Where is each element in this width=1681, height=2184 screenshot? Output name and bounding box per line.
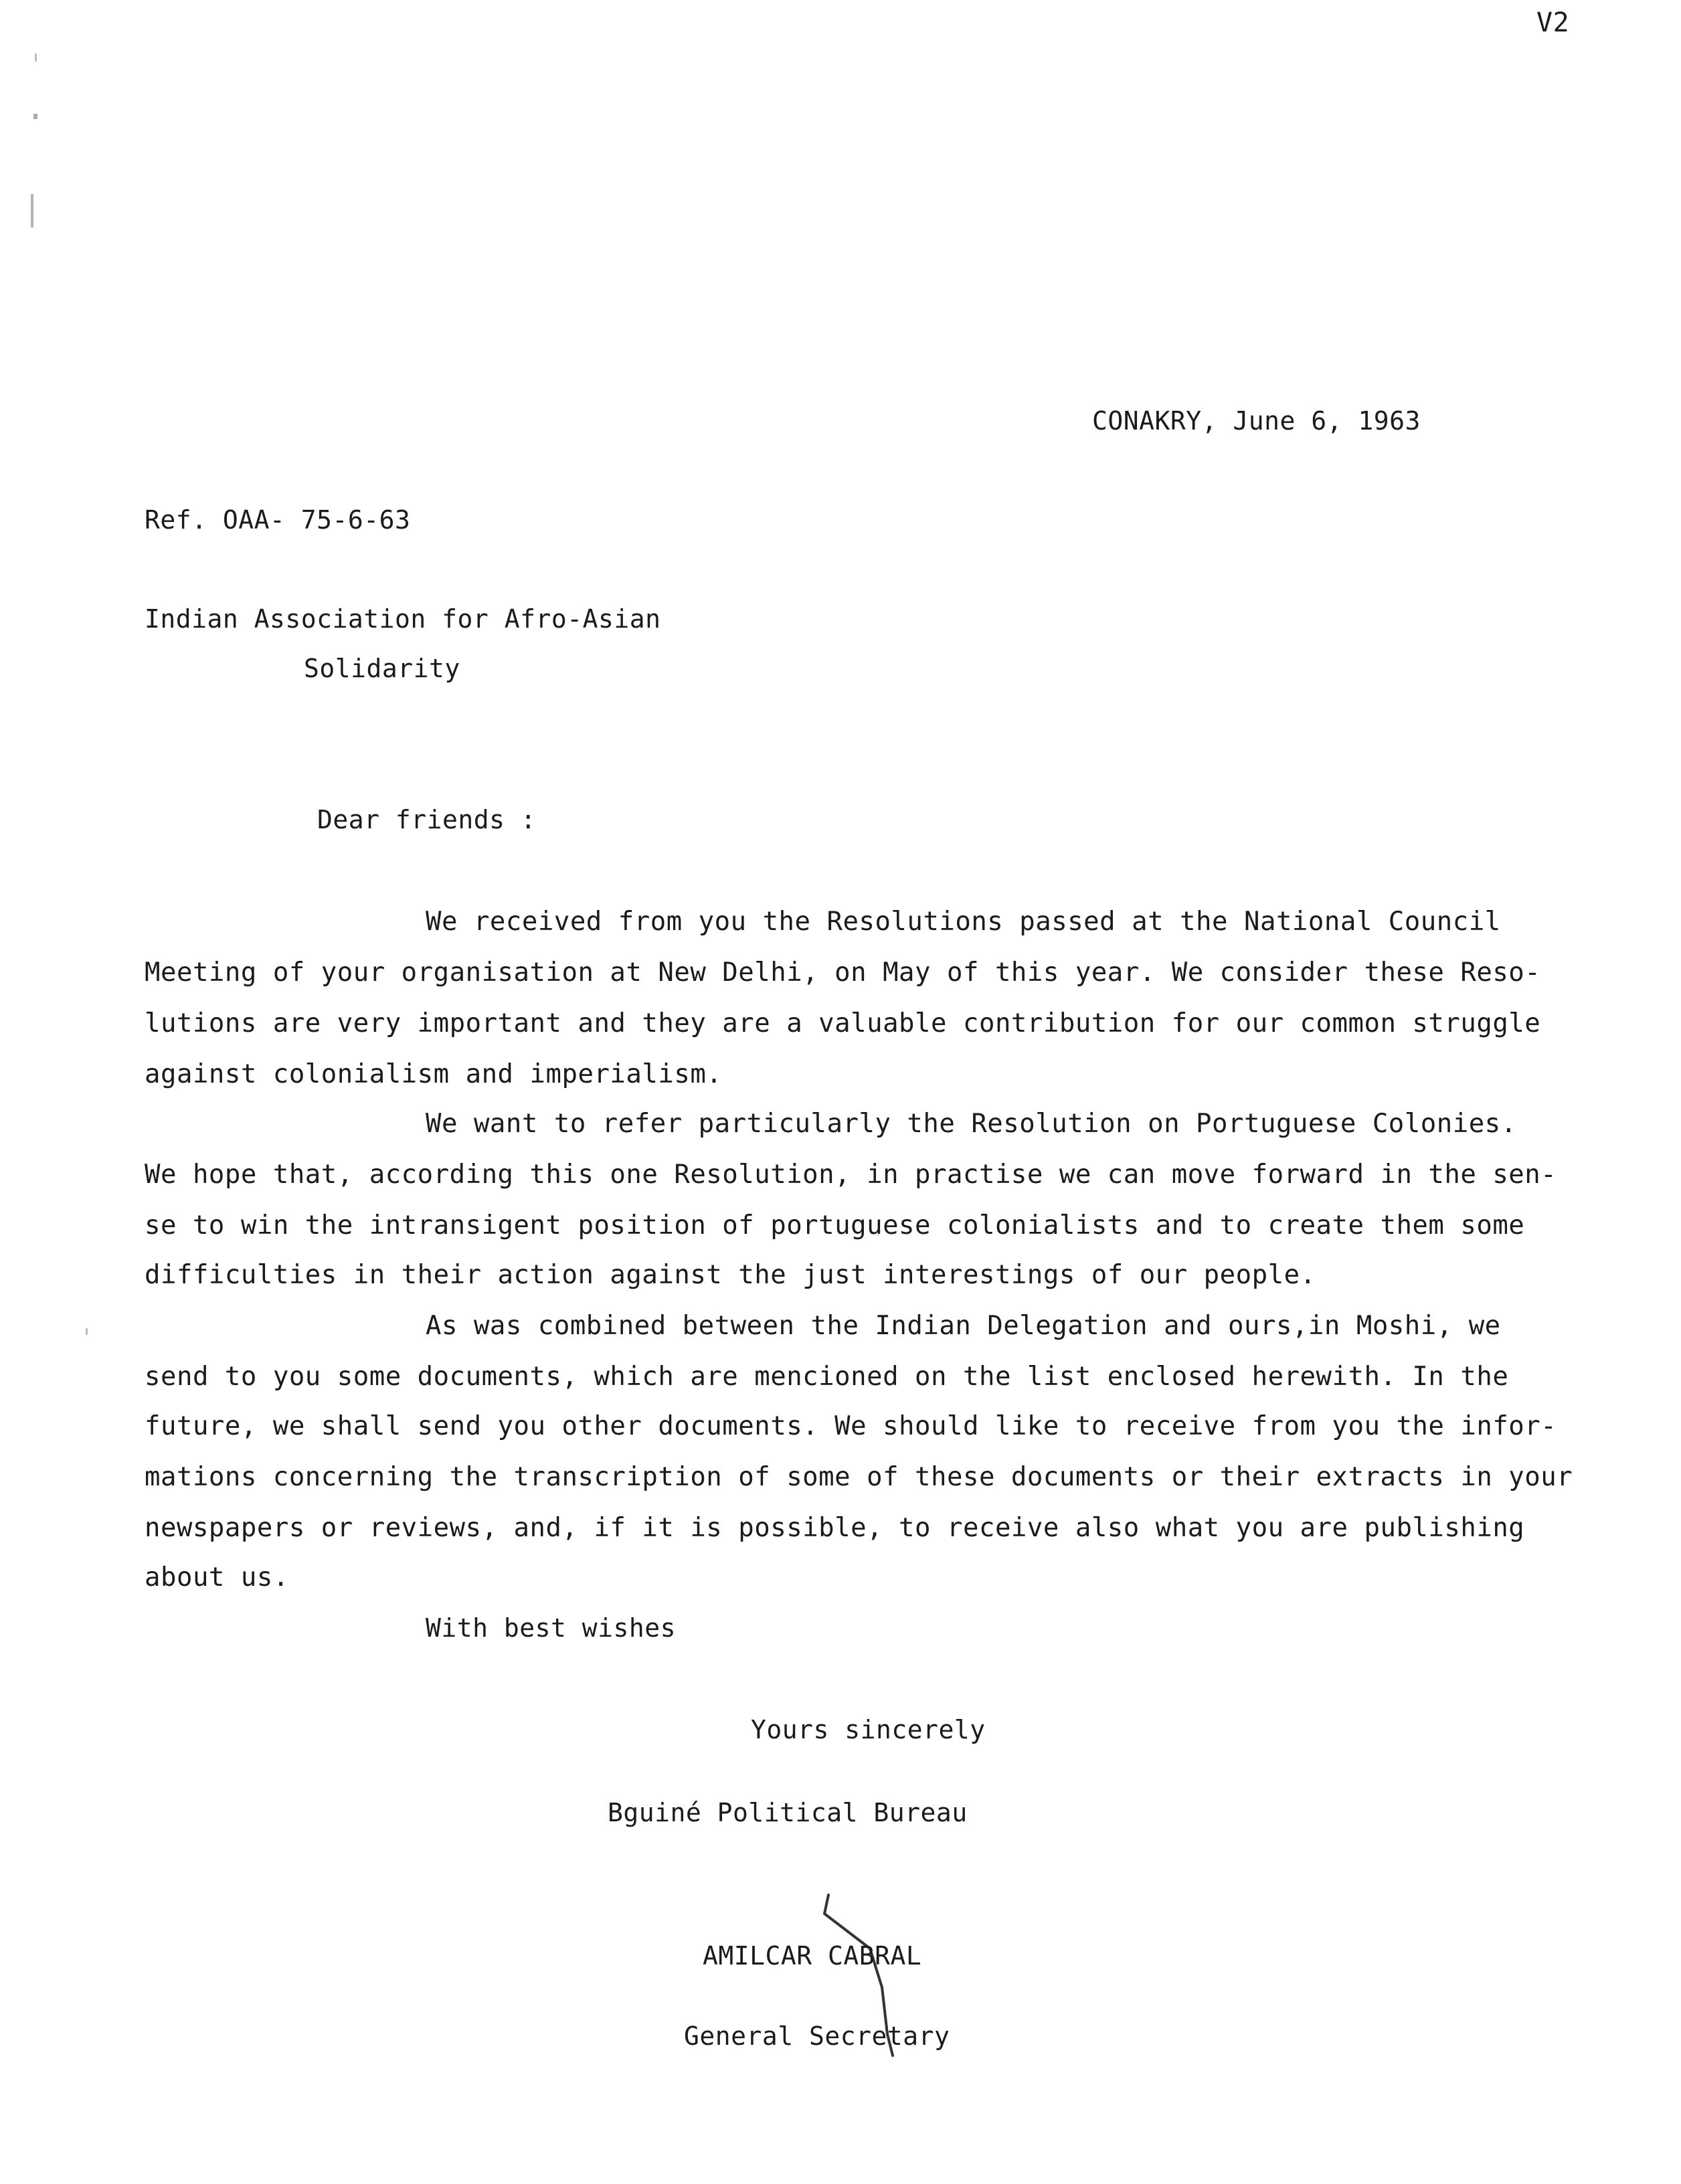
body-line: We received from you the Resolutions passed at the National Council <box>426 907 1501 937</box>
body-line: We want to refer particularly the Resolution on Portuguese Colonies. <box>426 1109 1517 1139</box>
body-line: se to win the intransigent position of portuguese colonialists and to create them some <box>145 1210 1525 1241</box>
signatory-title: General Secretary <box>684 2021 950 2051</box>
letter-date: CONAKRY, June 6, 1963 <box>1092 406 1421 436</box>
body-line: difficulties in their action against the just interestings of our people. <box>145 1260 1316 1290</box>
complimentary-close: Yours sincerely <box>751 1715 986 1744</box>
page-corner-mark: V2 <box>1536 7 1570 38</box>
signatory-body: Bguiné Political Bureau <box>608 1798 968 1827</box>
body-line: We hope that, according this one Resolution, in practise we can move forward in the sen- <box>145 1160 1557 1190</box>
body-line: As was combined between the Indian Delegation and ours,in Moshi, we <box>426 1311 1501 1341</box>
body-line: newspapers or reviews, and, if it is possible, to receive also what you are publishing <box>145 1513 1525 1543</box>
body-line: about us. <box>145 1562 289 1592</box>
body-line: future, we shall send you other documents. We should like to receive from you the infor- <box>145 1411 1557 1441</box>
signatory-name: AMILCAR CABRAL <box>703 1941 922 1971</box>
body-line: lutions are very important and they are a valuable contribution for our common struggle <box>145 1008 1541 1038</box>
recipient-line-2: Solidarity <box>304 654 460 683</box>
salutation: Dear friends : <box>317 805 537 834</box>
closing-wish: With best wishes <box>426 1613 677 1643</box>
body-line: against colonialism and imperialism. <box>145 1059 723 1089</box>
letter-reference: Ref. OAA- 75-6-63 <box>145 505 411 535</box>
body-line: send to you some documents, which are mencioned on the list enclosed herewith. In the <box>145 1362 1509 1392</box>
recipient-line-1: Indian Association for Afro-Asian <box>145 604 661 634</box>
body-line: Meeting of your organisation at New Delhi, on May of this year. We consider these Reso- <box>145 958 1541 988</box>
body-line: mations concerning the transcription of some of these documents or their extracts in your <box>145 1462 1573 1492</box>
